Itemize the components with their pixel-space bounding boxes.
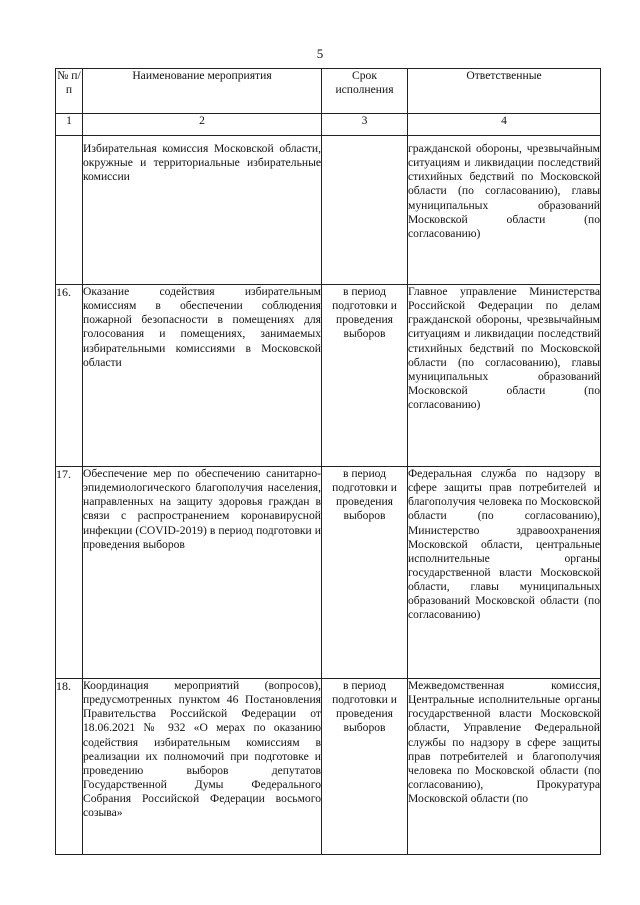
table-row: [56, 136, 601, 285]
event-responsible: Межведомственная комиссия, Центральные исполнительные органы государственной власти Московской области, Управление Федеральной службы по надзору в сфере защиты прав потребителей и благополучия человека по Московской области (по согласованию), Прокуратура Московской области (по: [408, 679, 601, 855]
event-term: в период подготовки и проведения выборов: [322, 679, 408, 855]
table-header-row: [56, 69, 601, 114]
column-index: 1: [56, 114, 83, 136]
event-term: в период подготовки и проведения выборов: [322, 285, 408, 467]
column-index: 2: [83, 114, 322, 136]
event-term: [322, 136, 408, 285]
row-number: 17.: [56, 467, 83, 679]
event-term: в период подготовки и проведения выборов: [322, 467, 408, 679]
header-term: Срок исполнения: [322, 69, 408, 114]
header-num: № п/п: [56, 69, 83, 114]
row-number: [56, 136, 83, 285]
event-responsible: Федеральная служба по надзору в сфере защиты прав потребителей и благополучия человека по Московской области (по согласованию), Министерство здравоохранения Московской области, центральные исполнительные органы государственной власти Московской области, главы муниципальных образований Московской области (по согласованию): [408, 467, 601, 679]
event-responsible: Главное управление Министерства Российской Федерации по делам гражданской обороны, чрезвычайным ситуациям и ликвидации последствий стихийных бедствий по Московской области (по согласованию), главы муниципальных образований Московской области (по согласованию): [408, 285, 601, 467]
column-index: 3: [322, 114, 408, 136]
table-row: [56, 285, 601, 467]
table-row: [56, 467, 601, 679]
row-number: 18.: [56, 679, 83, 855]
event-name: Обеспечение мер по обеспечению санитарно-эпидемиологического благополучия населения, направленных на защиту здоровья граждан в связи с распространением коронавирусной инфекции (COVID-2019) в период подготовки и проведения выборов: [83, 467, 322, 679]
events-table: [55, 68, 601, 855]
event-name: Координация мероприятий (вопросов), предусмотренных пунктом 46 Постановления Правительства Российской Федерации от 18.06.2021 № 932 «О мерах по оказанию содействия избирательным комиссиям в реализации их полномочий при подготовке и проведению выборов депутатов Государственной Думы Федерального Собрания Российской Федерации восьмого созыва»: [83, 679, 322, 855]
event-name: Оказание содействия избирательным комиссиям в обеспечении соблюдения пожарной безопасности в помещениях для голосования и помещениях, занимаемых избирательными комиссиями в Московской области: [83, 285, 322, 467]
event-responsible: гражданской обороны, чрезвычайным ситуациям и ликвидации последствий стихийных бедствий по Московской области (по согласованию), главы муниципальных образований Московской области (по согласованию): [408, 136, 601, 285]
header-name: Наименование мероприятия: [83, 69, 322, 114]
row-number: 16.: [56, 285, 83, 467]
table-row: [56, 679, 601, 855]
page-number: 5: [316, 46, 324, 61]
header-responsible: Ответственные: [408, 69, 601, 114]
event-name: Избирательная комиссия Московской области, окружные и территориальные избирательные комиссии: [83, 136, 322, 285]
column-index-row: [56, 114, 601, 136]
column-index: 4: [408, 114, 601, 136]
